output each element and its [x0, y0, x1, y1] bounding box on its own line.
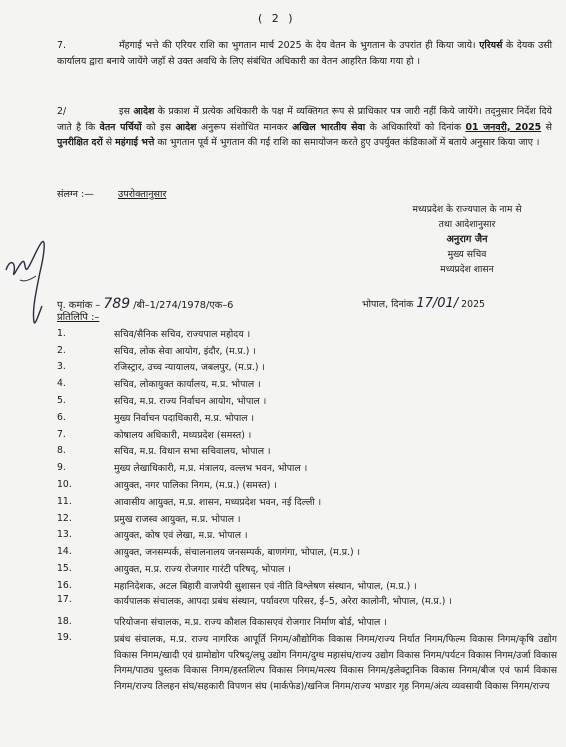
- list-item-number: 8.: [57, 445, 66, 457]
- list-item-number: 2.: [57, 344, 66, 356]
- list-item: [57, 443, 557, 460]
- list-item: [57, 594, 557, 610]
- list-item: [57, 493, 557, 510]
- bold-term: आदेश: [133, 106, 155, 117]
- paragraph-text: इस: [119, 106, 134, 117]
- list-item: [57, 543, 557, 560]
- list-item-number: 10.: [57, 479, 72, 491]
- handwritten-memo-number: 789: [103, 296, 131, 312]
- place-date: [362, 296, 485, 311]
- list-item-number: 3.: [57, 361, 66, 373]
- list-item-number: 6.: [57, 411, 66, 423]
- signatory-designation: मुख्य सचिव: [447, 249, 487, 260]
- list-item-text: कार्यपालक संचालक, आपदा प्रबंध संस्थान, पर्यावरण परिसर, ई–5, अरेरा कालोनी, भोपाल, (म.प्र.) ।: [114, 595, 452, 607]
- signatory-office: मध्यप्रदेश शासन: [440, 264, 494, 275]
- list-item-text: महानिदेशक, अटल बिहारी वाजपेयी सुशासन एवं नीति विश्लेषण संस्थान, भोपाल, (म.प्र.) ।: [114, 580, 417, 592]
- place-label: भोपाल, दिनांक: [362, 299, 414, 310]
- paragraph-text: का भुगतान पूर्व में भुगतान की गई राशि का समायोजन करते हुए उपर्युक्त कंडिकाओं में बताये अनुसार किया जाए ।: [154, 137, 540, 148]
- list-item-text: सचिव, लोकायुक्त कार्यालय, म.प्र. भोपाल ।: [114, 379, 261, 391]
- list-item: [57, 510, 557, 527]
- list-item-text: कोषालय अधिकारी, मध्यप्रदेश (समस्त) ।: [114, 429, 252, 441]
- bold-term: महंगाई भत्ते: [115, 137, 155, 148]
- list-item-text: सचिव, म.प्र. विधान सभा सचिवालय, भोपाल ।: [114, 446, 271, 458]
- paragraph-text: से: [102, 137, 116, 148]
- list-item: [57, 392, 557, 409]
- bold-term: एरियर्स: [479, 40, 503, 51]
- list-item: [57, 375, 557, 392]
- list-item-text: सचिव, लोक सेवा आयोग, इंदौर, (म.प्र.) ।: [114, 345, 256, 357]
- list-item: [57, 527, 557, 544]
- list-item-text: आयुक्त, कोष एवं लेखा, म.प्र. भोपाल ।: [114, 530, 248, 542]
- list-item-number: 19.: [57, 632, 72, 644]
- list-item-number: 1.: [57, 327, 66, 339]
- list-item-number: 11.: [57, 495, 72, 507]
- paragraph-text: अनुरूप संशोधित मानकर: [196, 121, 293, 133]
- paragraph-2: [57, 104, 552, 151]
- list-item-number: 4.: [57, 378, 66, 390]
- bold-date: 01 जनवरी, 2025: [465, 121, 542, 133]
- enclosure-value: उपरोक्तानुसार: [118, 189, 167, 200]
- list-item: [57, 426, 557, 443]
- paragraph-text: को इस: [141, 121, 176, 133]
- handwritten-date: 17/01/: [416, 296, 459, 311]
- handwritten-signature: [2, 236, 60, 326]
- list-item-text: मुख्य लेखाधिकारी, म.प्र. मंत्रालय, वल्लभ भवन, भोपाल ।: [114, 463, 308, 475]
- memo-prefix: पृ. कमांक –: [57, 300, 101, 311]
- list-item-number: 12.: [57, 512, 72, 524]
- list-item-text: सचिव/सैनिक सचिव, राज्यपाल महोदय ।: [114, 328, 251, 340]
- enclosure-label: संलग्न :—: [57, 189, 94, 200]
- list-item: [57, 325, 557, 342]
- signatory-name: अनुराग जैन: [446, 234, 488, 245]
- list-item-number: 15.: [57, 563, 72, 575]
- list-item-number: 7.: [57, 428, 66, 440]
- list-item-text: आयुक्त, नगर पालिका निगम, (म.प्र.) (समस्त) ।: [114, 480, 277, 492]
- list-item: [57, 459, 557, 476]
- list-item-number: 5.: [57, 395, 66, 407]
- list-item-text: आयुक्त, जनसम्पर्क, संचालनालय जनसम्पर्क, बाणगंगा, भोपाल, (म.प्र.) ।: [114, 547, 361, 559]
- copy-heading: प्रतिलिपि :–: [57, 312, 100, 323]
- authority-line: मध्यप्रदेश के राज्यपाल के नाम से: [412, 204, 522, 215]
- paragraph-7: [57, 38, 552, 69]
- bold-term: आदेश: [175, 121, 197, 133]
- signature-block: [372, 202, 562, 277]
- list-item-text: प्रमुख राजस्व आयुक्त, म.प्र. भोपाल ।: [114, 513, 241, 525]
- list-item: [57, 613, 557, 630]
- list-item: [57, 359, 557, 376]
- copy-list: [57, 325, 557, 694]
- bold-term: पुनरीक्षित दरों: [57, 137, 103, 148]
- paragraph-text: के अधिकारियों को दिनांक: [365, 121, 466, 133]
- paragraph-text: के देयक उसी कार्यालय द्वारा बनाये जायेंगे जहाँ से उक्त अवधि के लिए संबंधित अधिकारी का वेतन आहरित किया गया हो ।: [57, 40, 552, 67]
- memo-ref: /बी–1/274/1978/एक–6: [133, 300, 234, 311]
- list-item-number: 13.: [57, 529, 72, 541]
- list-item: [57, 409, 557, 426]
- date-year: 2025: [461, 299, 485, 310]
- authority-line: तथा आदेशानुसार: [438, 219, 496, 230]
- list-item-text: प्रबंध संचालक, म.प्र. राज्य नागरिक आपूर्ति निगम/औद्योगिक विकास निगम/राज्य निर्यात निगम/फिल्म विकास निगम/कृषि उद्योग विकास निगम/खादी एवं ग्रामोद्योग परिषद्/लघु उद्योग निगम/दुग्ध महासंघ/राज्य उद्योग विकास निगम/पर्यटन विकास निगम/उर्जा विकास निगम/पाठ्य पुस्तक विकास निगम/हस्तशिल्प विकास निगम/मत्स्य विकास निगम/इलेक्ट्रानिक विकास निगम/बीज एवं फार्म विकास निगम/राज्य तिलहन संघ/सहकारी विपणन संघ (मार्कफेड)/खनिज निगम/राज्य भण्डार गृह निगम/अंत्य व्यवसायी विकास निगम/राज्य: [114, 634, 557, 692]
- list-item-number: 14.: [57, 546, 72, 558]
- bold-term: वेतन पर्चियों: [99, 121, 142, 133]
- list-item-number: 18.: [57, 616, 72, 628]
- list-item: [57, 560, 557, 577]
- paragraph-text: मँहगाई भत्ते की एरियर राशि का भुगतान मार्च 2025 के देय वेतन के भुगतान के उपरांत ही किया जाये।: [119, 40, 480, 51]
- list-item-text: आयुक्त, म.प्र. राज्य रोजगार गारंटी परिषद्, भोपाल ।: [114, 564, 291, 576]
- list-item: [57, 342, 557, 359]
- list-item-number: 16.: [57, 579, 72, 591]
- list-item-text: आवासीय आयुक्त, म.प्र. शासन, मध्यप्रदेश भवन, नई दिल्ली ।: [114, 496, 322, 508]
- list-item-text: मुख्य निर्वाचन पदाधिकारी, म.प्र. भोपाल ।: [114, 412, 255, 424]
- list-item-text: सचिव, म.प्र. राज्य निर्वाचन आयोग, भोपाल ।: [114, 396, 267, 408]
- list-item-text: रजिस्ट्रार, उच्च न्यायालय, जबलपुर, (म.प्र.) ।: [114, 362, 265, 374]
- list-item-text: परियोजना संचालक, म.प्र. राज्य कौशल विकासएवं रोजगार निर्माण बोर्ड, भोपाल ।: [114, 617, 387, 629]
- page-number: ( 2 ): [258, 12, 296, 25]
- paragraph-text: के प्रकाश में प्रत्येक अधिकारी के पक्ष में व्यक्तिगत रूप से प्राधिकार पत्र जारी नहीं किये जायेंगे। तद्नुसार निर्देश दिये जाते है कि: [57, 106, 552, 133]
- list-item-number: 9.: [57, 462, 66, 474]
- list-item: [57, 632, 557, 694]
- bold-term: अखिल भारतीय सेवा: [292, 121, 366, 133]
- paragraph-text: से: [541, 121, 552, 133]
- paragraph-number: 7.: [57, 40, 66, 51]
- list-item: [57, 577, 557, 594]
- list-item-number: 17.: [57, 593, 72, 605]
- paragraph-number: 2/: [57, 106, 67, 117]
- list-item: [57, 476, 557, 493]
